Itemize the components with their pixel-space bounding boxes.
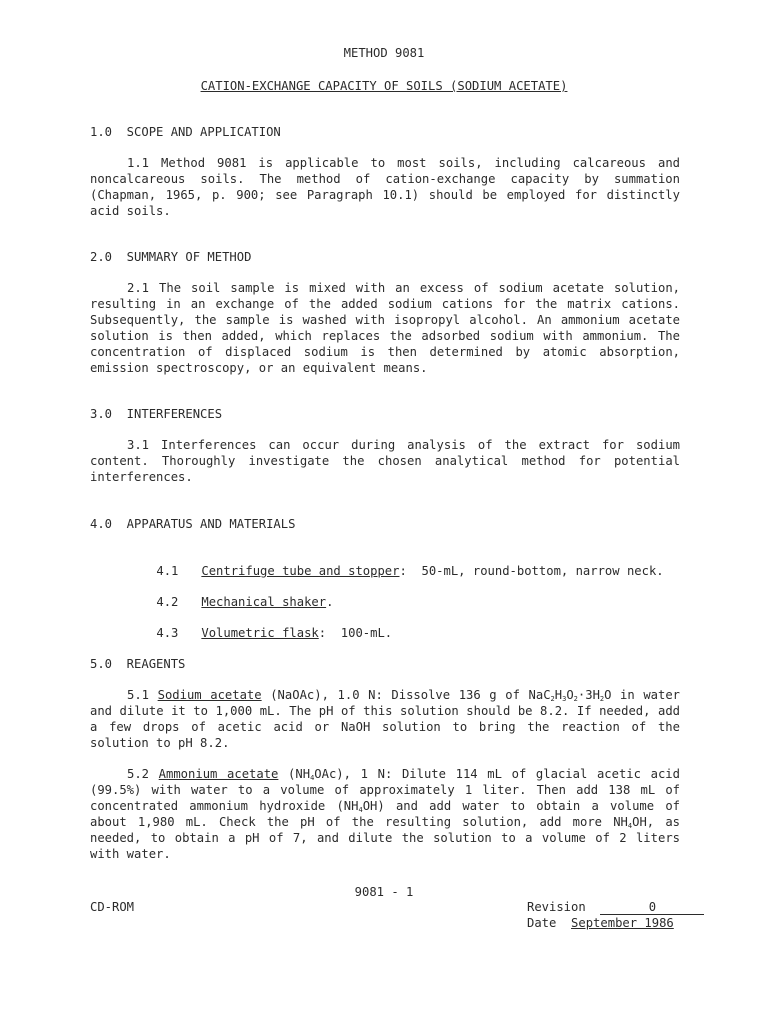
item-text: OH) and add water to obtain a volume of about 1,980 mL. Check the pH of the resulting solution, add more NH [90,799,680,830]
footer-revision [527,899,704,915]
section-heading-5: 5.0 REAGENTS [90,657,186,671]
paragraph-5-1 [90,687,680,751]
item-text: OH, as needed, to obtain a pH of 7, and dilute the solution to a volume of 2 liters with water. [90,815,680,862]
item-number: 4.1 [156,564,179,578]
item-text: O in water and dilute it to 1,000 mL. The pH of this solution should be 8.2. If needed, add a few drops of acetic acid or NaOH solution to bring the reaction of the solution to pH 8.2. [90,688,681,751]
item-term: Centrifuge tube and stopper [201,564,400,578]
method-number: METHOD 9081 [343,46,425,60]
section-heading-2: 2.0 SUMMARY OF METHOD [90,250,252,264]
section-heading-1: 1.0 SCOPE AND APPLICATION [90,125,281,139]
item-text: (NaOAc), 1.0 N: Dissolve 136 g of NaC [261,688,551,702]
item-text: ·3H [577,688,600,702]
revision-label: Revision [527,900,586,914]
footer-date [527,915,674,931]
item-text: : 100-mL. [318,626,393,640]
item-term: Ammonium acetate [158,767,279,781]
item-text: (NH [278,767,311,781]
paragraph-3-1: 3.1 Interferences can occur during analysis of the extract for sodium content. Thoroughly investigate the chosen analytical method for potential interferences. [90,438,680,485]
section-heading-4: 4.0 APPARATUS AND MATERIALS [90,517,296,531]
subscript: 4 [627,822,633,831]
subscript: 2 [599,695,605,703]
date-label: Date [527,916,557,930]
revision-value: 0 [600,900,704,915]
paragraph-5-2 [90,766,680,863]
item-term: Volumetric flask [201,626,319,640]
footer-source: CD-ROM [90,900,135,914]
subscript: 3 [562,695,567,703]
item-text: OAc), 1 N: Dilute 114 mL of glacial acetic acid (99.5%) with water to a volume of approximately 1 liter. Then add 138 mL of concentrated ammonium hydroxide (NH [90,767,680,814]
item-number: 4.2 [156,595,179,609]
subscript: 2 [573,695,578,703]
document-title: CATION-EXCHANGE CAPACITY OF SOILS (SODIUM ACETATE) [200,79,568,93]
item-number: 4.3 [156,626,179,640]
subscript: 4 [358,806,363,815]
subscript: 4 [310,774,315,782]
page-number: 9081 - 1 [354,885,414,899]
item-number: 5.2 [127,767,150,781]
item-text: . [326,595,334,609]
section-heading-3: 3.0 INTERFERENCES [90,407,223,421]
item-text: H [554,688,563,702]
item-text: O [566,688,574,702]
document-page [90,0,680,1024]
paragraph-2-1: 2.1 The soil sample is mixed with an excess of sodium acetate solution, resulting in an exchange of the added sodium cations for the matrix cations. Subsequently, the sample is washed with isopropyl alcohol. An ammonium acetate solution is then added, which replaces the adsorbed sodium with ammonium. The concentration of displaced sodium is then determined by atomic absorption, emission spectroscopy, or an equivalent means. [90,281,680,376]
subscript: 2 [550,695,555,703]
list-item [127,609,392,657]
paragraph-1-1: 1.1 Method 9081 is applicable to most soils, including calcareous and noncalcareous soils. The method of cation-exchange capacity by summation (Chapman, 1965, p. 900; see Paragraph 10.1) should be employed for distinctly acid soils. [90,156,680,219]
item-term: Mechanical shaker [201,595,327,609]
item-number: 5.1 [127,688,150,702]
date-value: September 1986 [571,916,674,930]
item-term: Sodium acetate [157,688,262,702]
item-text: : 50-mL, round-bottom, narrow neck. [399,564,664,578]
